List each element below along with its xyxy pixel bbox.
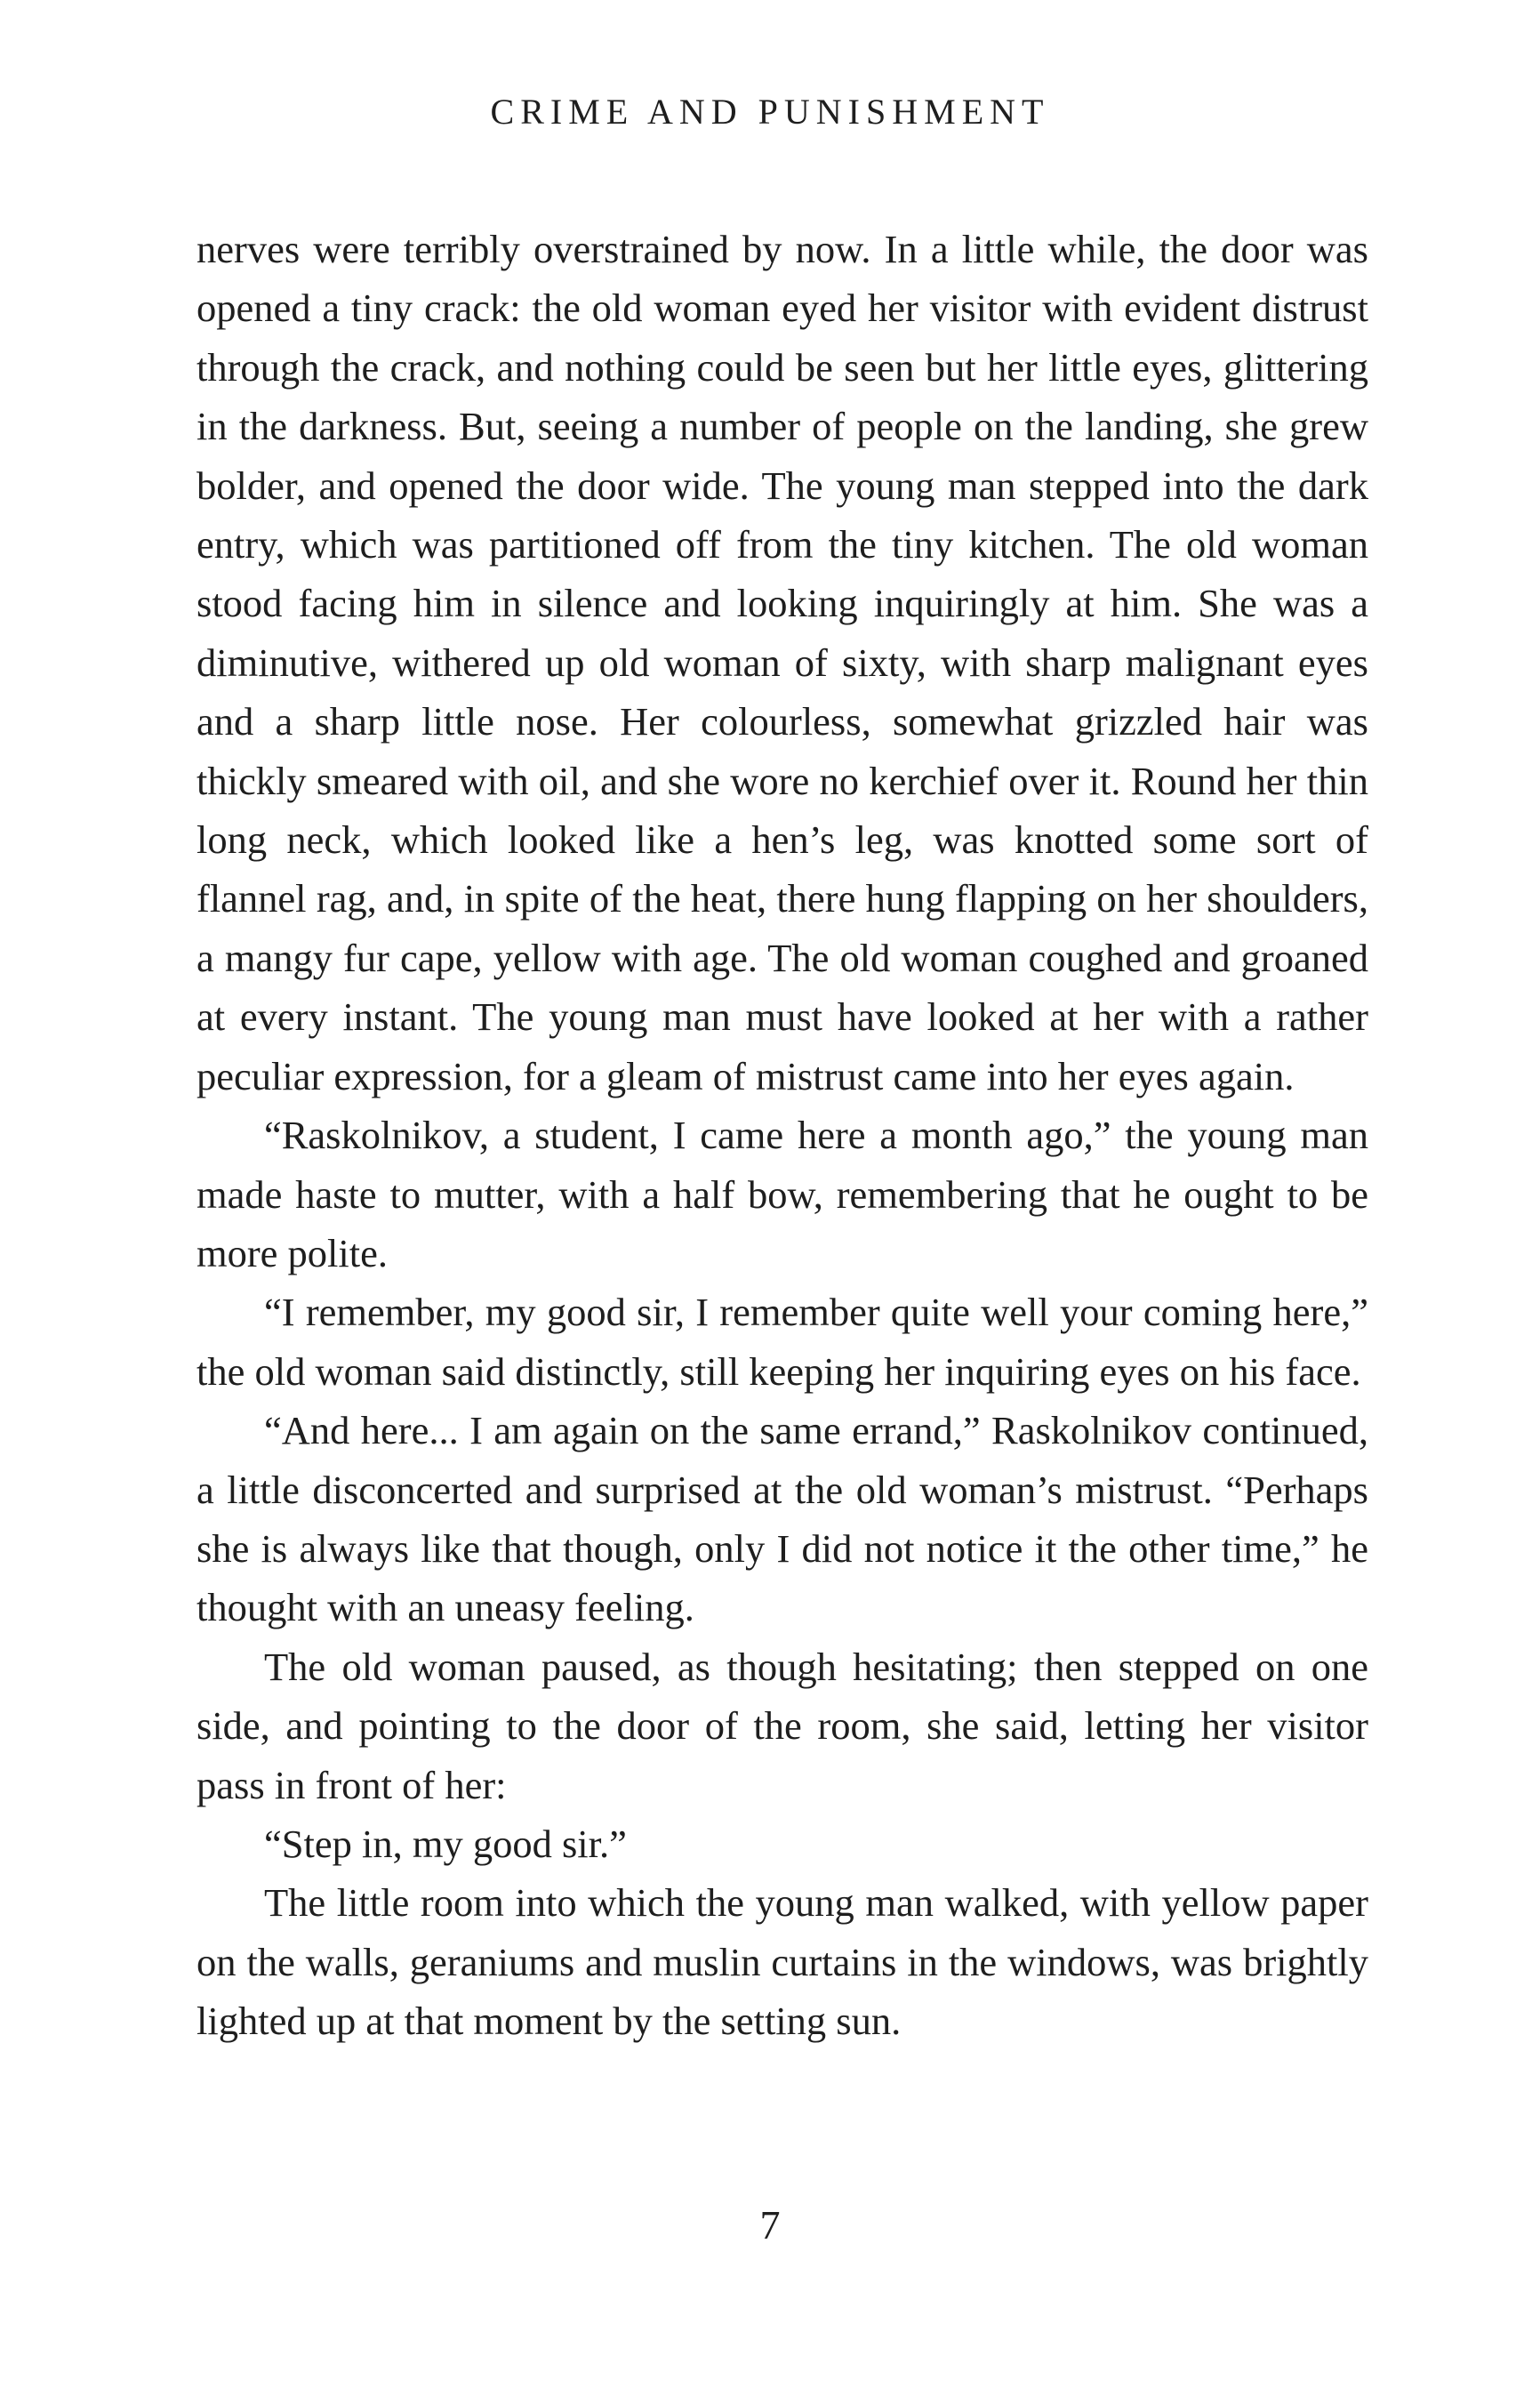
running-head: CRIME AND PUNISHMENT [490,92,1050,132]
paragraph: The old woman paused, as though hesitating; then stepped on one side, and pointing to the door of the room, she said, letting her visitor pass in front of her: [197,1644,1368,1807]
paragraph: “Raskolnikov, a student, I came here a month ago,” the young man made haste to mutter, with a half bow, remembering that he ought to be more polite. [197,1113,1368,1275]
paragraph: The little room into which the young man walked, with yellow paper on the walls, geraniums and muslin curtains in the windows, was brightly lighted up at that moment by the setting sun. [197,1880,1368,2044]
body-text [197,220,1368,2051]
paragraph: “Step in, my good sir.” [264,1821,627,1866]
paragraph: nerves were terribly overstrained by now. In a little while, the door was opened a tiny crack: the old woman eyed her visitor with evident distrust through the crack, and nothing could be seen but her little eyes, glittering in the darkness. But, seeing a number of people on the landing, she grew bolder, and opened the door wide. The young man stepped into the dark entry, which was partitioned off from the tiny kitchen. The old woman stood facing him in silence and looking inquiringly at him. She was a diminutive, withered up old woman of sixty, with sharp malignant eyes and a sharp little nose. Her colourless, somewhat grizzled hair was thickly smeared with oil, and she wore no kerchief over it. Round her thin long neck, which looked like a hen’s leg, was knotted some sort of flannel rag, and, in spite of the heat, there hung flapping on her shoulders, a mangy fur cape, yellow with age. The old woman coughed and groaned at every instant. The young man must have looked at her with a rather peculiar expression, for a gleam of mistrust came into her eyes again. [197,227,1368,1098]
page-number: 7 [759,2202,781,2248]
paragraph: “I remember, my good sir, I remember quite well your coming here,” the old woman said distinctly, still keeping her inquiring eyes on his face. [197,1290,1368,1394]
paragraph: “And here... I am again on the same errand,” Raskolnikov continued, a little disconcerted and surprised at the old woman’s mistrust. “Perhaps she is always like that though, only I did not notice it the other time,” he thought with an uneasy feeling. [197,1408,1368,1630]
